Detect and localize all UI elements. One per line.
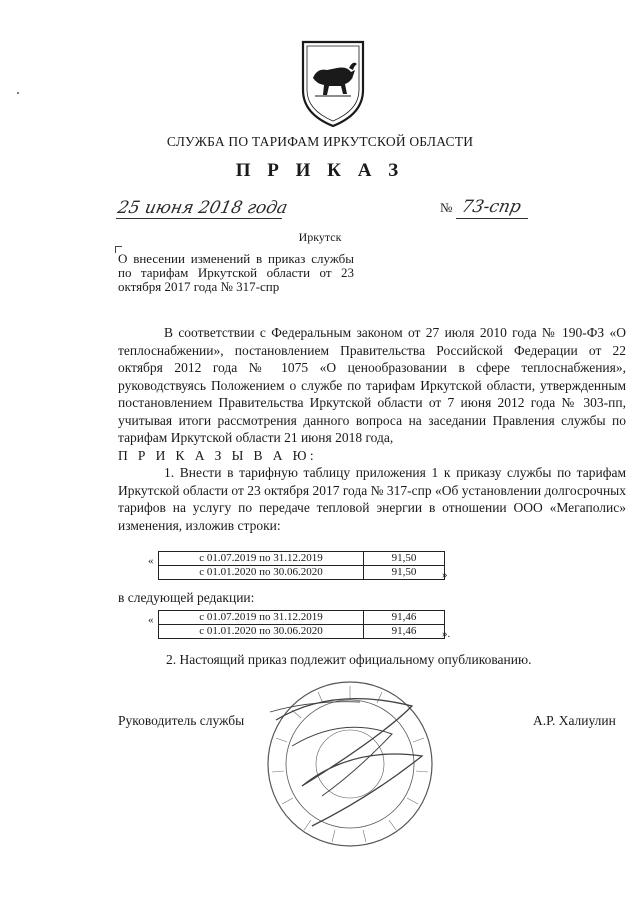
open-quote-2: «	[148, 614, 154, 626]
table-row	[159, 566, 445, 580]
period-cell: с 01.07.2019 по 31.12.2019	[159, 552, 364, 566]
handwritten-order-number: 73-спр	[459, 197, 523, 217]
close-quote-1: »	[442, 569, 448, 581]
city-name: Иркутск	[298, 230, 342, 244]
new-edition-label: в следующей редакции:	[118, 590, 255, 605]
tariff-table-new	[158, 610, 445, 639]
close-quote-2: ».	[442, 628, 451, 640]
irkutsk-coat-of-arms-icon	[293, 38, 373, 130]
agency-name: СЛУЖБА ПО ТАРИФАМ ИРКУТСКОЙ ОБЛАСТИ	[166, 134, 474, 149]
number-underline	[456, 218, 528, 219]
period-cell: с 01.01.2020 по 30.06.2020	[159, 625, 364, 639]
open-quote-1: «	[148, 555, 154, 567]
period-cell: с 01.07.2019 по 31.12.2019	[159, 611, 364, 625]
value-cell: 91,50	[364, 552, 445, 566]
table-row	[159, 611, 445, 625]
point-2-paragraph: 2. Настоящий приказ подлежит официальному опубликованию.	[166, 652, 532, 667]
value-cell: 91,46	[364, 625, 445, 639]
tariff-table-old	[158, 551, 445, 580]
order-number-label: №	[440, 200, 453, 215]
handwritten-date: 25 июня 2018 года	[115, 198, 290, 218]
table-row	[159, 552, 445, 566]
point-1-paragraph: 1. Внести в тарифную таблицу приложения 1 к приказу службы по тарифам Иркутской области от 23 октября 2017 года № 317-спр «Об установлении долгосрочных тарифов на услугу по передаче тепловой энергии в отношении ООО «Мегаполис» изменения, изложив строки:	[118, 465, 626, 533]
prikazyvayu-heading: П Р И К А З Ы В А Ю:	[118, 447, 318, 463]
date-underline	[116, 218, 282, 219]
preamble-paragraph: В соответствии с Федеральным законом от 27 июля 2010 года № 190-ФЗ «О теплоснабжении», постановлением Правительства Российской Федерации от 22 октября 2012 года № 1075 «О ценообразовании в сфере теплоснабжения», руководствуясь Положением о службе по тарифам Иркутской области, утвержденным постановлением Правительства Иркутской области от 7 июня 2012 года № 303-пп, учитывая итоги рассмотрения данного вопроса на заседании Правления службы по тарифам Иркутской области 21 июня 2018 года,	[118, 325, 626, 445]
order-body	[118, 324, 626, 534]
period-cell: с 01.01.2020 по 30.06.2020	[159, 566, 364, 580]
value-cell: 91,50	[364, 566, 445, 580]
value-cell: 91,46	[364, 611, 445, 625]
order-subject: О внесении изменений в приказ службы по тарифам Иркутской области от 23 октября 2017 года № 317-спр	[118, 251, 354, 294]
signer-role: Руководитель службы	[118, 713, 245, 728]
scan-speck	[17, 92, 19, 94]
document-type-title: П Р И К А З	[235, 160, 405, 181]
table-row	[159, 625, 445, 639]
signer-name: А.Р. Халиулин	[533, 713, 616, 728]
official-seal-icon	[262, 676, 438, 852]
